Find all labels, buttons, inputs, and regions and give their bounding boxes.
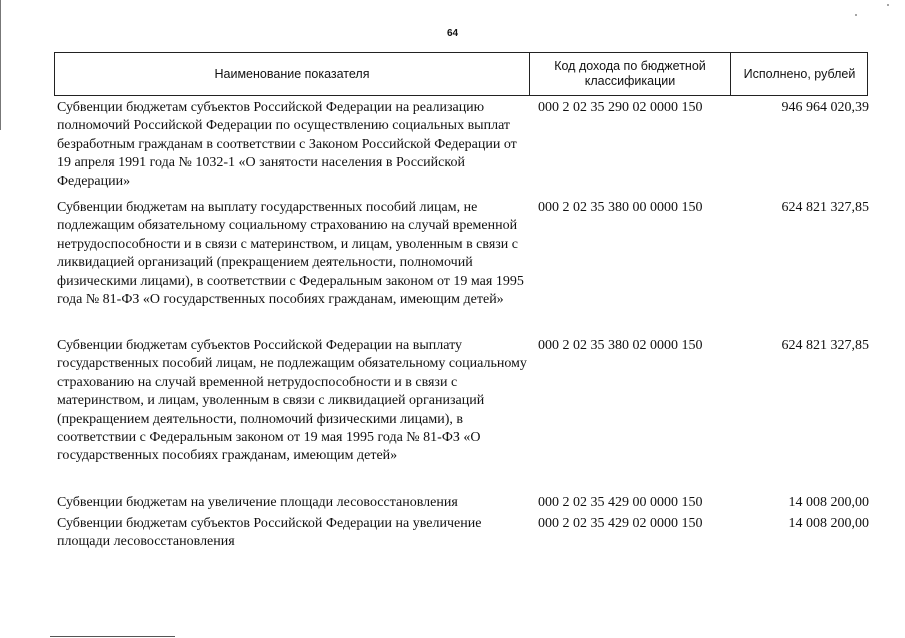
row-code: 000 2 02 35 429 02 0000 150 [538, 516, 703, 531]
row-code: 000 2 02 35 429 00 0000 150 [538, 495, 703, 510]
footnote-separator [50, 636, 175, 637]
row-name: Субвенции бюджетам субъектов Российской Федерации на реализацию полномочий Российской Федерации по осуществлению социальных выплат безработным гражданам в соответствии с Законом Российской Федерации от 19 апреля 1991 года № 1032-1 «О занятости населения в Российской Федерации» [57, 100, 517, 189]
column-header-code: Код дохода по бюджетной классификации [529, 53, 730, 95]
row-amount: 624 821 327,85 [781, 338, 869, 353]
row-name: Субвенции бюджетам субъектов Российской Федерации на выплату государственных пособий лицам, не подлежащим обязательному социальному страхованию на случай временной нетрудоспособности и в связи с материнством, и лицам, уволенным в связи с ликвидацией организаций (прекращением деятельности, полномочий физическими лицами), в соответствии с Федеральным законом от 19 мая 1995 года № 81-ФЗ «О государственных пособиях гражданам, имеющим детей» [57, 338, 527, 464]
column-header-amount: Исполнено, рублей [730, 53, 868, 95]
row-name: Субвенции бюджетам на выплату государственных пособий лицам, не подлежащим обязательному социальному страхованию на случай временной нетрудоспособности и в связи с материнством, и лицам, уволенным в связи с ликвидацией организаций (прекращением деятельности, полномочий физическими лицами), в соответствии с Федеральным законом от 19 мая 1995 года № 81-ФЗ «О государственных пособиях гражданам, имеющим детей» [57, 200, 524, 308]
row-code: 000 2 02 35 380 02 0000 150 [538, 338, 703, 353]
row-code: 000 2 02 35 290 02 0000 150 [538, 100, 703, 115]
row-amount: 946 964 020,39 [781, 100, 869, 115]
row-amount: 14 008 200,00 [788, 516, 869, 531]
row-name: Субвенции бюджетам субъектов Российской Федерации на увеличение площади лесовосстановления [57, 516, 482, 550]
column-header-name: Наименование показателя [214, 66, 370, 81]
row-amount: 624 821 327,85 [781, 200, 869, 215]
row-name: Субвенции бюджетам на увеличение площади лесовосстановления [57, 495, 458, 510]
scan-left-edge [0, 0, 3, 130]
table-header [54, 52, 868, 96]
row-amount: 14 008 200,00 [788, 495, 869, 510]
scan-speck [887, 4, 889, 6]
row-code: 000 2 02 35 380 00 0000 150 [538, 200, 703, 215]
scan-speck [855, 14, 857, 16]
page-number: 64 [446, 28, 459, 39]
